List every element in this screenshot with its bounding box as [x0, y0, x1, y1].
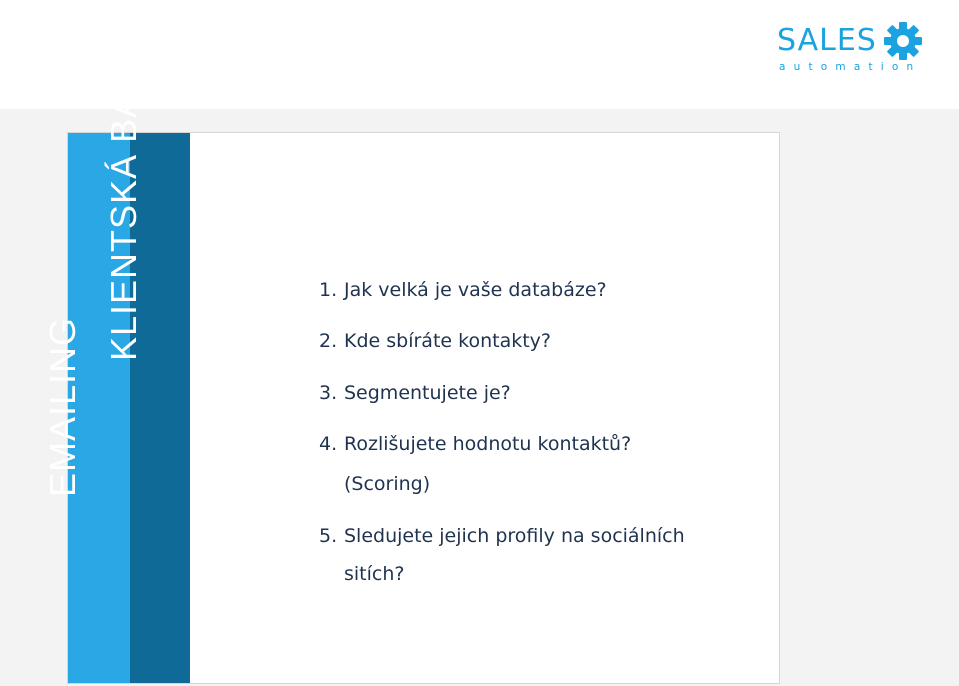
item-text: Rozlišujete hodnotu kontaktů?	[344, 433, 632, 455]
list-item	[319, 382, 511, 405]
item-continuation: (Scoring)	[344, 473, 431, 495]
item-number: 1.	[319, 279, 338, 301]
list-item	[319, 433, 631, 456]
slide	[42, 44, 780, 684]
list-item	[319, 330, 551, 353]
item-number: 2.	[319, 330, 338, 352]
item-continuation: sitích?	[344, 563, 405, 585]
item-text: Kde sbíráte kontakty?	[344, 330, 551, 352]
sales-automation-logo	[777, 20, 937, 80]
item-number: 5.	[319, 525, 338, 547]
item-number: 3.	[319, 382, 338, 404]
list-item	[319, 525, 685, 548]
item-text: Sledujete jejich profily na sociálních	[344, 525, 685, 547]
logo-tagline: automation	[779, 61, 922, 73]
item-text: Jak velká je vaše databáze?	[344, 279, 607, 301]
item-number: 4.	[319, 433, 338, 455]
list-item	[319, 279, 607, 302]
band-klientska-baze-label: KLIENTSKÁ BÁZE	[103, 44, 144, 361]
item-text: Segmentujete je?	[344, 382, 511, 404]
band-emailing-label: EMAILING	[42, 316, 83, 497]
band-klientska-baze	[103, 44, 190, 683]
logo-wordmark: SALES	[777, 23, 877, 58]
gear-icon	[882, 20, 924, 62]
